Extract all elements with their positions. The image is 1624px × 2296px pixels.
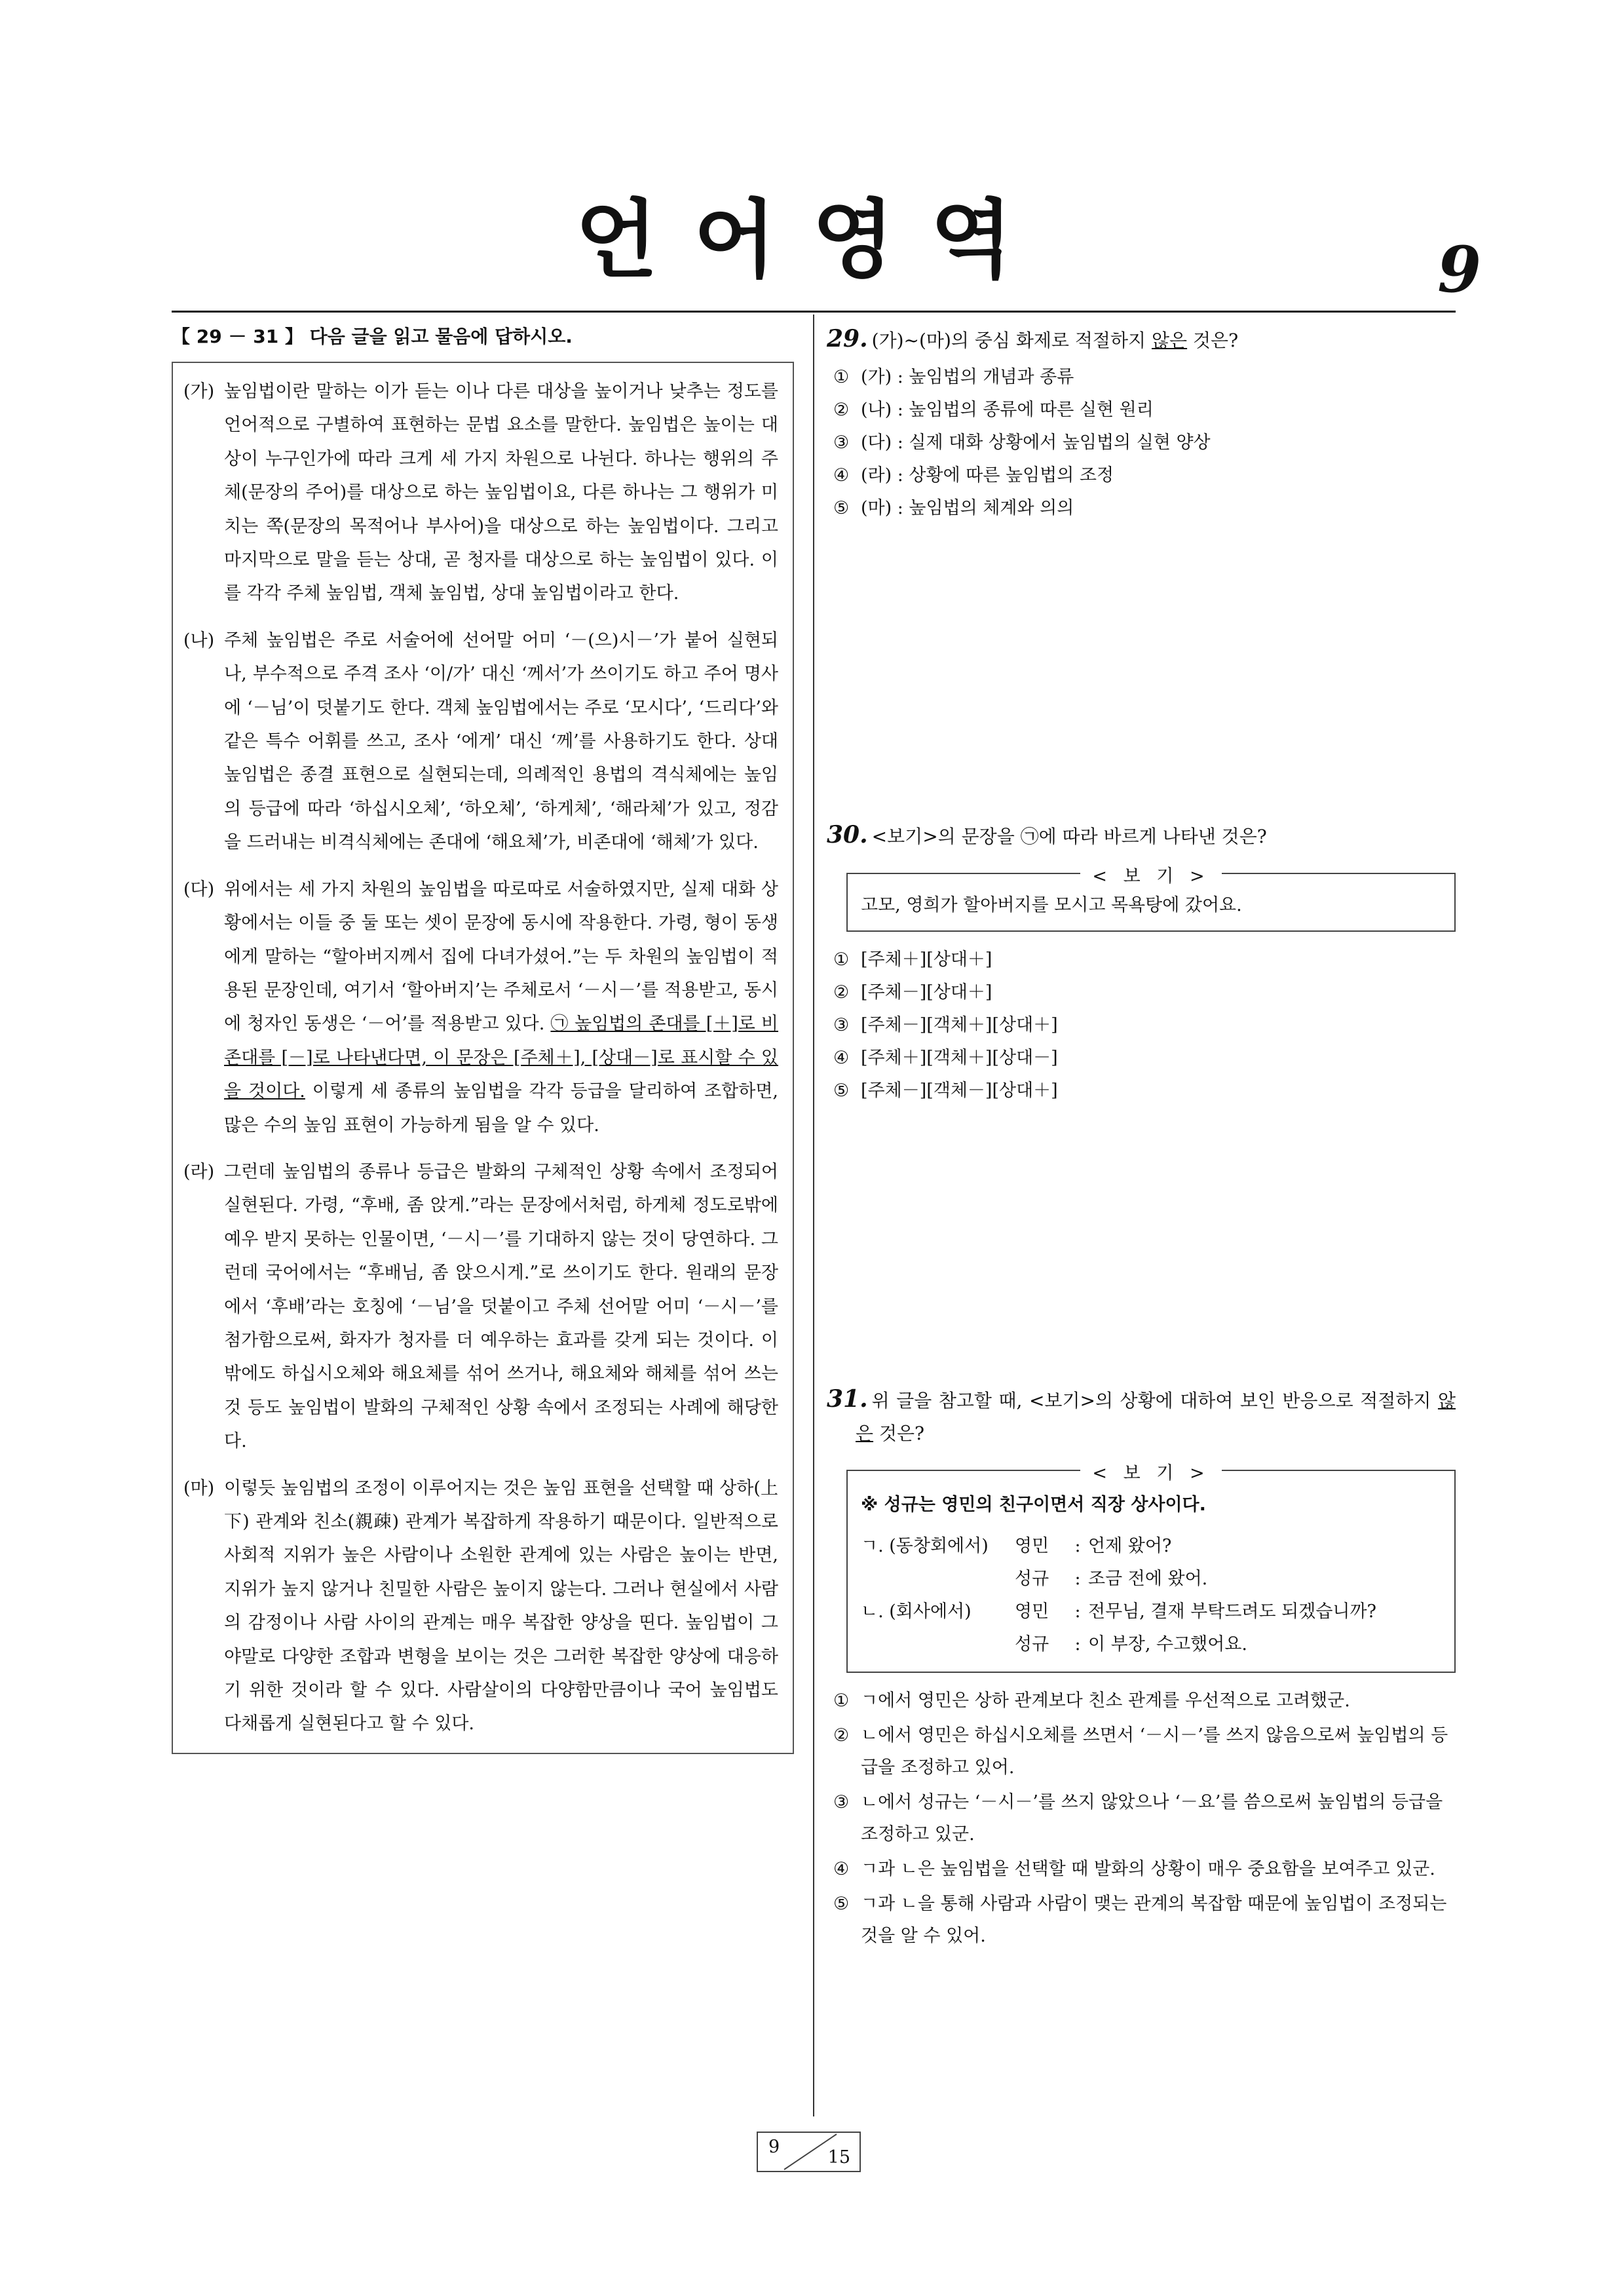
- column-divider: [813, 315, 814, 2116]
- question-set-header: 【 29 － 31 】 다음 글을 읽고 물음에 답하시오.: [172, 326, 573, 347]
- option-text: ㄱ에서 영민은 상하 관계보다 친소 관계를 우선적으로 고려했군.: [861, 1691, 1350, 1711]
- paragraph-text: 위에서는 세 가지 차원의 높임법을 따로따로 서술하였지만, 실제 대화 상황에서는 이들 중 둘 또는 셋이 문장에 동시에 작용한다. 가령, 형이 동생에게 말하는 “할아버지께서 집에 다녀가셨어.”는 두 차원의 높임법이 적용된 문장인데, 여기서 ‘할아버지’는 주체로서 ‘－시－’를 적용받고, 동시에 청자인 동생은 ‘－어’를 적용받고 있다.: [224, 879, 778, 1035]
- paragraph-label: (나): [183, 630, 215, 651]
- answer-option[interactable]: [827, 1042, 1456, 1075]
- paragraph-label: (가): [183, 381, 215, 402]
- dialog-text: 조금 전에 왔어.: [1088, 1569, 1208, 1589]
- option-text: [주체－][객체－][상대＋]: [861, 1081, 1058, 1101]
- option-marker: ②: [833, 982, 850, 1003]
- bogi-box: [846, 866, 1456, 932]
- option-marker: ③: [833, 1792, 850, 1812]
- paragraph-text: 그런데 높임법의 종류나 등급은 발화의 구체적인 상황 속에서 조정되어 실현된다. 가령, “후배, 좀 앉게.”라는 문장에서처럼, 하게체 정도로밖에 예우 받지 못하는 인물이면, ‘－시－’를 기대하지 않는 것이 당연하다. 그런데 국어에서는 “후배님, 좀 앉으시게.”로 쓰이기도 한다. 원래의 문장에서 ‘후배’라는 호칭에 ‘－님’을 덧붙이고 주체 선어말 어미 ‘－시－’를 첨가함으로써, 화자가 청자를 더 예우하는 효과를 갖게 되는 것이다. 이밖에도 하십시오체와 해요체를 섞어 쓰거나, 해요체와 해체를 섞어 쓰는 것 등도 높임법이 발화의 구체적인 상황 속에서 조정되는 사례에 해당한다.: [224, 1161, 778, 1452]
- answer-option[interactable]: [827, 1075, 1456, 1107]
- stem-text: 것은?: [1187, 330, 1239, 351]
- answer-option[interactable]: [827, 427, 1456, 459]
- stem-text: 것은?: [873, 1423, 925, 1444]
- paragraph-text: 높임법이란 말하는 이가 듣는 이나 다른 대상을 높이거나 낮추는 정도를 언어적으로 구별하여 표현하는 문법 요소를 말한다. 높임법은 높이는 대상이 누구인가에 따라 크게 세 가지 차원으로 나뉜다. 하나는 행위의 주체(문장의 주어)를 대상으로 하는 높임법이요, 다른 하나는 그 행위가 미치는 쪽(문장의 목적어나 부사어)을 대상으로 하는 높임법이다. 그리고 마지막으로 말을 듣는 상대, 곧 청자를 대상으로 하는 높임법이 있다. 이를 각각 주체 높임법, 객체 높임법, 상대 높임법이라고 한다.: [224, 381, 778, 604]
- question-stem: [827, 1383, 1456, 1450]
- option-text: (나) : 높임법의 종류에 따른 실현 원리: [861, 400, 1154, 420]
- answer-option[interactable]: [827, 1888, 1456, 1952]
- answer-option[interactable]: [827, 492, 1456, 525]
- option-text: (라) : 상황에 따른 높임법의 조정: [861, 465, 1114, 486]
- option-marker: ②: [833, 1725, 850, 1746]
- question-29: [827, 322, 1456, 525]
- passage-paragraph-na: [183, 624, 778, 860]
- option-marker: ⑤: [833, 1894, 850, 1914]
- stem-text: 위 글을 참고할 때, <보기>의 상황에 대하여 보인 반응으로 적절하지: [871, 1390, 1438, 1411]
- question-30: [827, 818, 1456, 1107]
- question-number: 29.: [827, 325, 868, 353]
- option-text: ㄴ에서 영민은 하십시오체를 쓰면서 ‘－시－’를 쓰지 않음으로써 높임법의 등급을 조정하고 있어.: [861, 1725, 1448, 1778]
- dialog-separator: :: [1074, 1601, 1081, 1622]
- option-marker: ①: [833, 949, 850, 970]
- bogi-title: < 보 기 >: [1080, 1463, 1221, 1483]
- answer-option[interactable]: [827, 1786, 1456, 1850]
- header-rule: [172, 311, 1456, 313]
- current-page: 9: [768, 2137, 780, 2157]
- answer-option[interactable]: [827, 459, 1456, 492]
- option-text: ㄱ과 ㄴ은 높임법을 선택할 때 발화의 상황이 매우 중요함을 보여주고 있군.: [861, 1859, 1435, 1879]
- answer-option[interactable]: [827, 944, 1456, 976]
- question-stem: [827, 818, 1456, 853]
- page-title: 언어영역: [575, 190, 1049, 290]
- paragraph-label: (마): [183, 1478, 215, 1499]
- paragraph-label: (다): [183, 879, 215, 900]
- option-text: ㄱ과 ㄴ을 통해 사람과 사람이 맺는 관계의 복잡함 때문에 높임법이 조정되는 것을 알 수 있어.: [861, 1894, 1447, 1946]
- question-31: [827, 1383, 1456, 1952]
- question-number: 30.: [827, 821, 868, 849]
- option-marker: ③: [833, 432, 850, 453]
- paragraph-text: 주체 높임법은 주로 서술어에 선어말 어미 ‘－(으)시－’가 붙어 실현되나, 부수적으로 주격 조사 ‘이/가’ 대신 ‘께서’가 쓰이기도 하고 주어 명사에 ‘－님’이 덧붙기도 한다. 객체 높임법에서는 주로 ‘모시다’, ‘드리다’와 같은 특수 어휘를 쓰고, 조사 ‘에게’ 대신 ‘께’를 사용하기도 한다. 상대 높임법은 종결 표현으로 실현되는데, 의례적인 용법의 격식체에는 높임의 등급에 따라 ‘하십시오체’, ‘하오체’, ‘하게체’, ‘해라체’가 있고, 정감을 드러내는 비격식체에는 존대에 ‘해요체’가, 비존대에 ‘해체’가 있다.: [224, 630, 778, 853]
- dialog-speaker: 성규: [1015, 1634, 1049, 1655]
- question-stem: [827, 322, 1456, 357]
- stem-text: <보기>의 문장을 ㉠에 따라 바르게 나타낸 것은?: [871, 826, 1267, 847]
- option-marker: ①: [833, 367, 850, 387]
- dialog-text: 언제 왔어?: [1088, 1536, 1172, 1556]
- dialog-speaker: 영민: [1015, 1601, 1049, 1622]
- option-marker: ④: [833, 465, 850, 486]
- option-text: [주체－][객체＋][상대＋]: [861, 1015, 1058, 1035]
- dialog-line: [861, 1563, 1441, 1596]
- dialog-context: ㄱ. (동창회에서): [861, 1536, 989, 1556]
- right-column: [827, 322, 1456, 1955]
- option-marker: ④: [833, 1859, 850, 1879]
- option-text: (마) : 높임법의 체계와 의의: [861, 498, 1074, 518]
- left-column: [172, 322, 794, 1754]
- option-text: [주체－][상대＋]: [861, 982, 992, 1003]
- passage-paragraph-ga: [183, 375, 778, 611]
- stem-negation: 않은: [1151, 330, 1188, 351]
- bogi-heading: ※ 성규는 영민의 친구이면서 직장 상사이다.: [861, 1495, 1206, 1515]
- answer-option[interactable]: [827, 1009, 1456, 1042]
- dialog-separator: :: [1074, 1536, 1081, 1556]
- dialog-context: ㄴ. (회사에서): [861, 1601, 972, 1622]
- dialog-line: [861, 1628, 1441, 1661]
- passage-box: [172, 362, 794, 1754]
- option-text: ㄴ에서 성규는 ‘－시－’를 쓰지 않았으나 ‘－요’를 씀으로써 높임법의 등급을 조정하고 있군.: [861, 1792, 1443, 1845]
- answer-option[interactable]: [827, 361, 1456, 394]
- dialog-text: 전무님, 결재 부탁드려도 되겠습니까?: [1088, 1601, 1377, 1622]
- option-text: [주체＋][상대＋]: [861, 949, 992, 970]
- answer-option[interactable]: [827, 1719, 1456, 1784]
- page-number: 9: [1437, 233, 1481, 307]
- option-marker: ③: [833, 1015, 850, 1035]
- passage-paragraph-ra: [183, 1155, 778, 1459]
- underlined-passage-giyeok: ㉠ 높임법의 존대를 [＋]로 비존대를 [－]로 나타낸다면, 이 문장은 [주체＋], [상대－]로 표시할 수 있을 것이다.: [224, 1014, 778, 1102]
- dialog-speaker: 영민: [1015, 1536, 1049, 1556]
- dialog-context: [861, 1628, 1015, 1661]
- option-marker: ②: [833, 400, 850, 420]
- dialog-line: [861, 1596, 1441, 1628]
- answer-option[interactable]: [827, 1853, 1456, 1885]
- option-text: (다) : 실제 대화 상황에서 높임법의 실현 양상: [861, 432, 1211, 453]
- passage-paragraph-da: [183, 873, 778, 1142]
- dialog-separator: :: [1074, 1569, 1081, 1589]
- dialog-speaker: 성규: [1015, 1569, 1049, 1589]
- total-pages: 15: [827, 2147, 850, 2168]
- bogi-box: [846, 1463, 1456, 1673]
- option-text: (가) : 높임법의 개념과 종류: [861, 367, 1074, 387]
- dialog-context: [861, 1563, 1015, 1596]
- passage-paragraph-ma: [183, 1472, 778, 1741]
- bogi-title: < 보 기 >: [1080, 866, 1221, 887]
- bogi-text: 고모, 영희가 할아버지를 모시고 목욕탕에 갔어요.: [861, 895, 1242, 915]
- paragraph-text: 이렇듯 높임법의 조정이 이루어지는 것은 높임 표현을 선택할 때 상하(上下) 관계와 친소(親疎) 관계가 복잡하게 작용하기 때문이다. 일반적으로 사회적 지위가 높은 사람이나 소원한 관계에 있는 사람은 높이는 반면, 지위가 높지 않거나 친밀한 사람은 높이지 않는다. 그러나 현실에서 사람의 감정이나 사람 사이의 관계는 매우 복잡한 양상을 띤다. 높임법이 그야말로 다양한 조합과 변형을 보이는 것은 그러한 복잡한 양상에 대응하기 위한 것이라 할 수 있다. 사람살이의 다양함만큼이나 국어 높임법도 다채롭게 실현된다고 할 수 있다.: [224, 1478, 778, 1734]
- page-counter: [757, 2132, 861, 2172]
- option-text: [주체＋][객체＋][상대－]: [861, 1048, 1058, 1068]
- stem-text: (가)~(마)의 중심 화제로 적절하지: [871, 330, 1152, 351]
- answer-option[interactable]: [827, 1685, 1456, 1717]
- dialog-separator: :: [1074, 1634, 1081, 1655]
- paragraph-text: 이렇게 세 종류의 높임법을 각각 등급을 달리하여 조합하면, 많은 수의 높임 표현이 가능하게 됨을 알 수 있다.: [224, 1081, 778, 1136]
- option-marker: ④: [833, 1048, 850, 1068]
- stem-negation: 않은: [856, 1390, 1456, 1444]
- dialog-line: [861, 1530, 1441, 1563]
- answer-option[interactable]: [827, 394, 1456, 427]
- option-marker: ①: [833, 1691, 850, 1711]
- option-marker: ⑤: [833, 1081, 850, 1101]
- option-marker: ⑤: [833, 498, 850, 518]
- answer-option[interactable]: [827, 976, 1456, 1009]
- question-number: 31.: [827, 1385, 868, 1413]
- paragraph-label: (라): [183, 1161, 215, 1182]
- dialog-text: 이 부장, 수고했어요.: [1088, 1634, 1247, 1655]
